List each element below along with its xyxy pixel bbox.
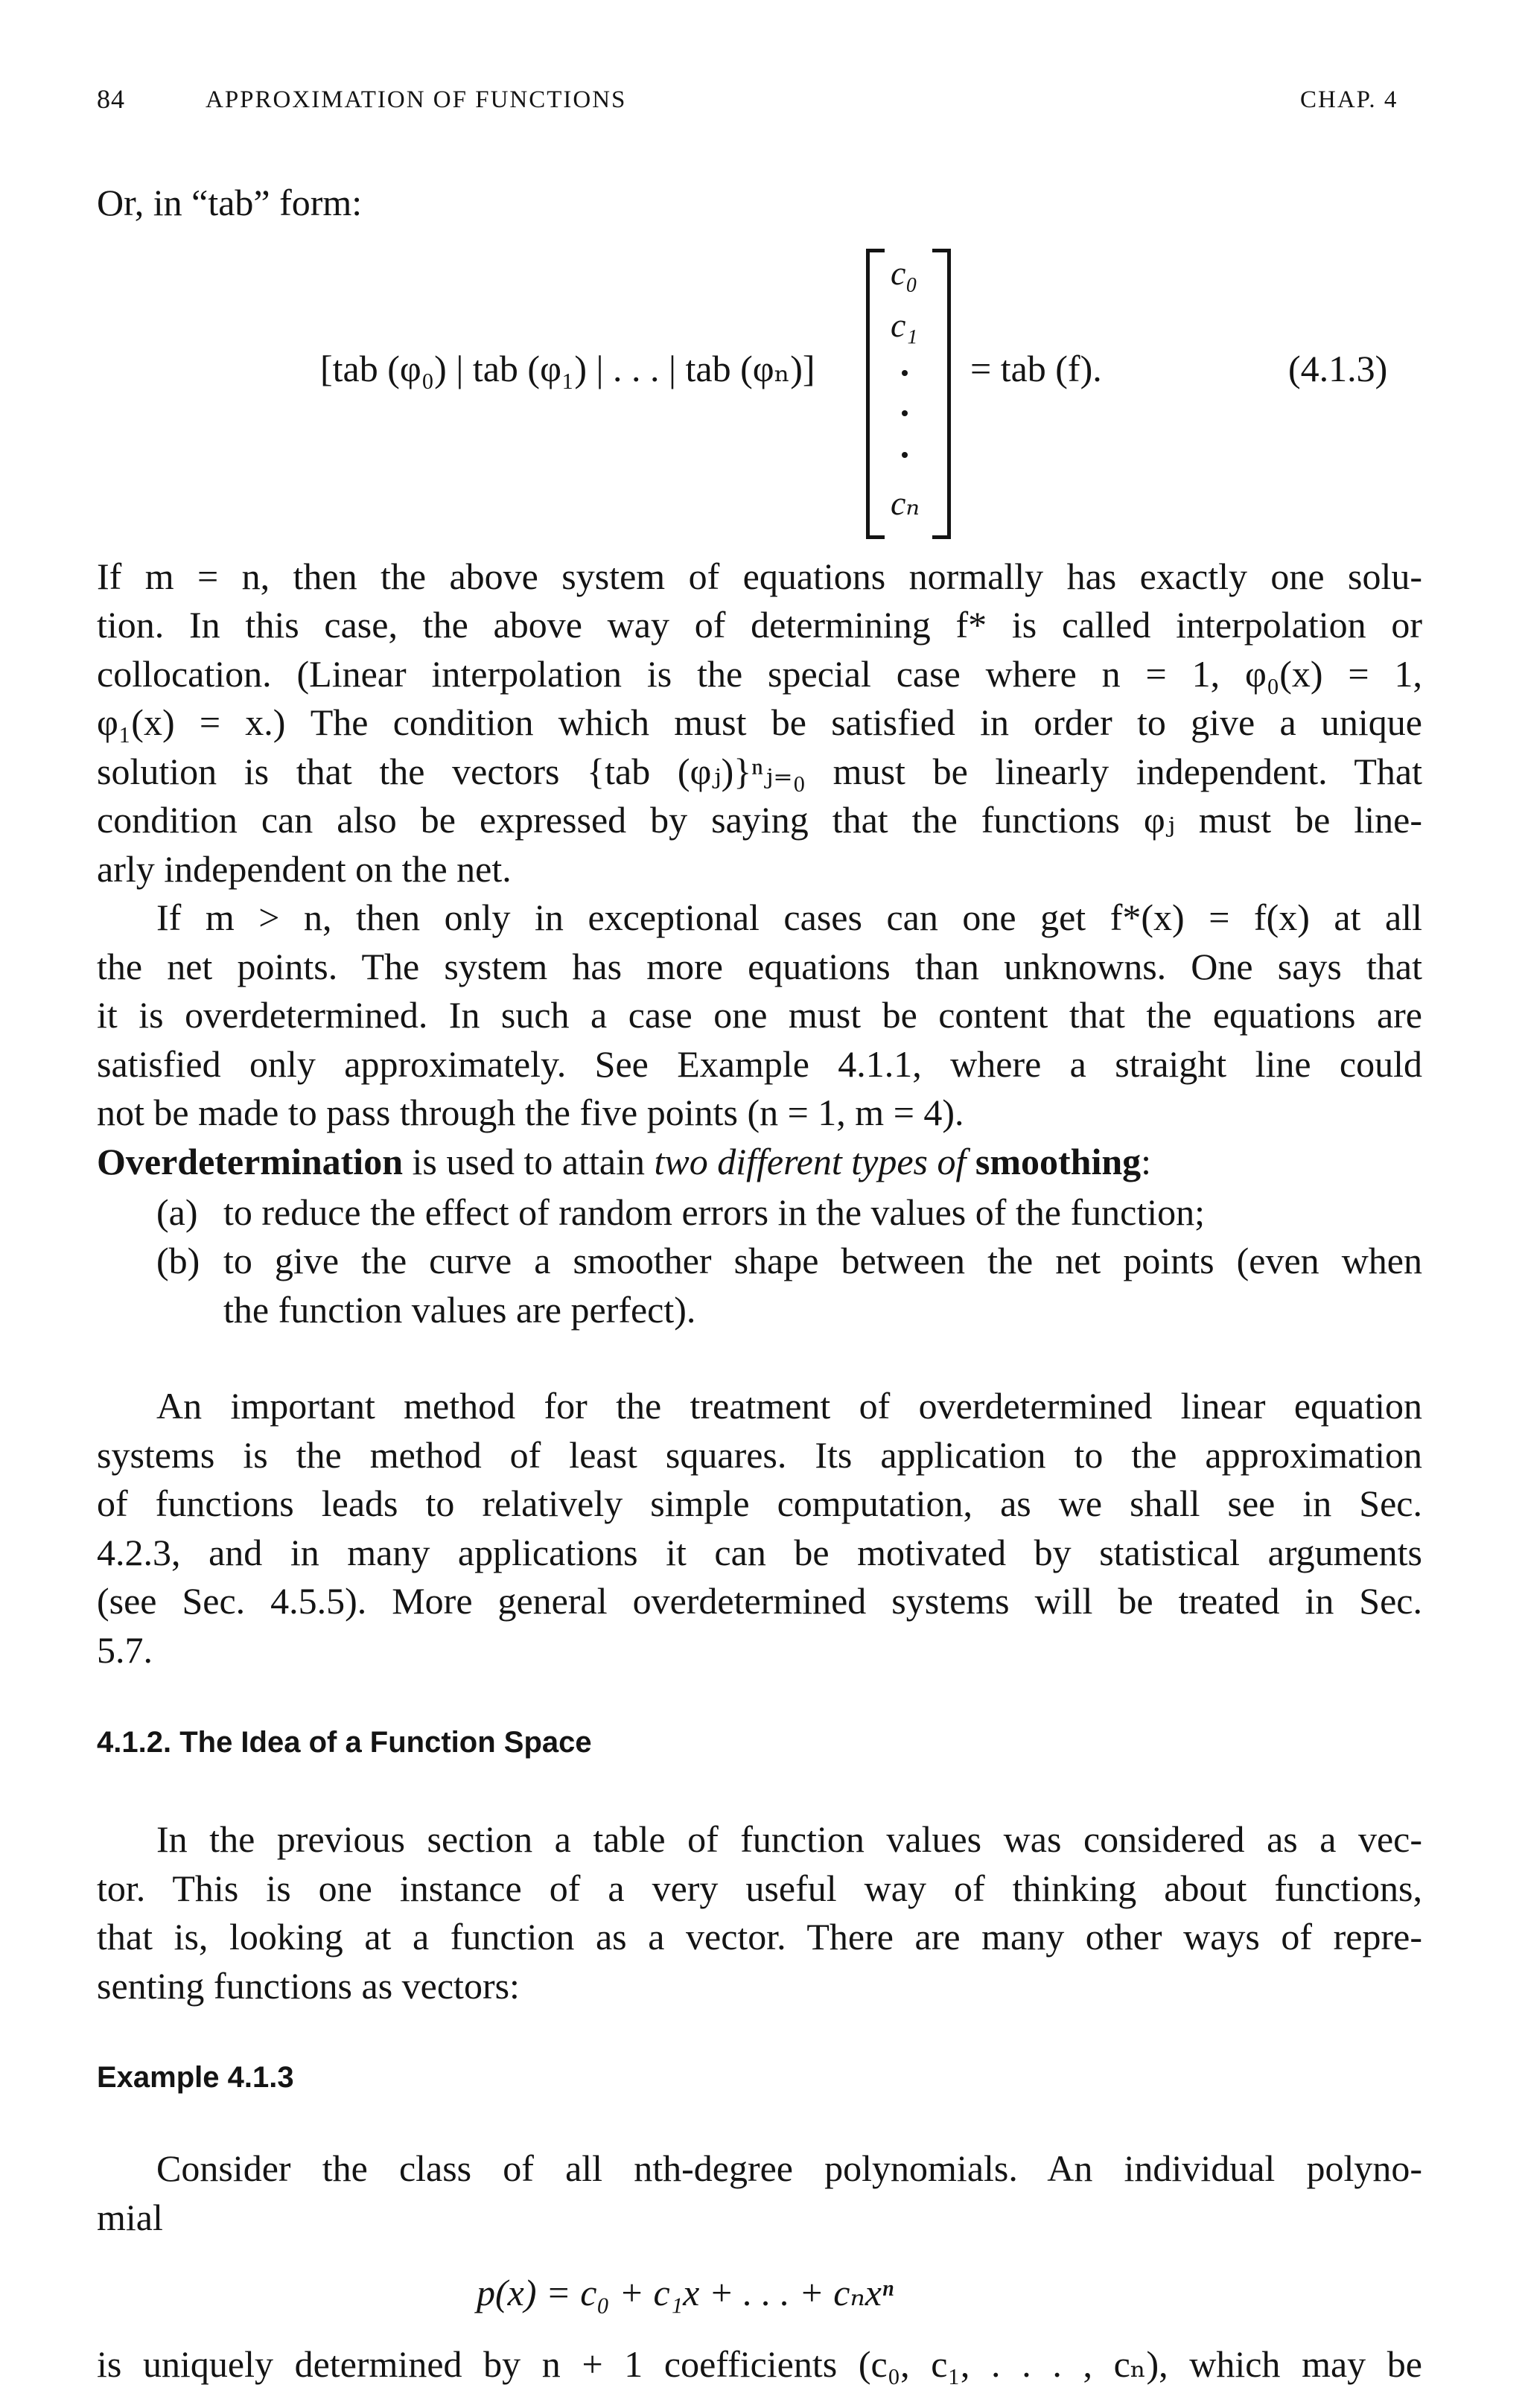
vector-dot: [902, 410, 908, 416]
emphasis-text: two different types of: [654, 1141, 967, 1182]
text-line: 4.2.3, and in many applications it can be motivated by statistical arguments: [97, 1532, 1422, 1573]
term-smoothing: smoothing: [975, 1141, 1142, 1182]
vector-cn: cₙ: [891, 484, 920, 522]
polynomial-formula: p(x) = c₀ + c₁x + . . . + cₙxⁿ: [477, 2272, 894, 2313]
text-line: arly independent on the net.: [97, 848, 512, 890]
list-item-b-continued: the function values are perfect).: [223, 1289, 696, 1331]
text-span: is used to attain: [403, 1141, 655, 1182]
section-title: The Idea of a Function Space: [179, 1726, 592, 1759]
text-line: is uniquely determined by n + 1 coefficients (c₀, c₁, . . . , cₙ), which may be: [97, 2343, 1422, 2385]
text-line: If m > n, then only in exceptional cases can one get f*(x) = f(x) at all: [156, 896, 1422, 938]
text-line: φ₁(x) = x.) The condition which must be satisfied in order to give a unique: [97, 701, 1422, 743]
text-line: condition can also be expressed by saying that the functions φⱼ must be line-: [97, 799, 1422, 841]
text-line: it is overdetermined. In such a case one must be content that the equations are: [97, 994, 1422, 1036]
text-line: 5.7.: [97, 1629, 153, 1671]
matrix-right-bracket: [932, 249, 951, 539]
term-overdetermination: Overdetermination: [97, 1141, 404, 1182]
vector-c1: c₁: [891, 306, 918, 344]
text-line: systems is the method of least squares. Its application to the approximation: [97, 1434, 1422, 1476]
text-line: (see Sec. 4.5.5). More general overdetermined systems will be treated in Sec.: [97, 1580, 1422, 1622]
equation-label: (4.1.3): [1288, 348, 1388, 389]
text-line: that is, looking at a function as a vector. There are many other ways of repre-: [97, 1916, 1422, 1958]
list-item-b: to give the curve a smoother shape between the net points (even when: [223, 1240, 1422, 1281]
text-line: mial: [97, 2197, 163, 2238]
page-number: 84: [97, 84, 125, 114]
section-number: 4.1.2.: [97, 1726, 172, 1759]
text-line: In the previous section a table of function values was considered as a vec-: [156, 1818, 1422, 1860]
section-heading: [97, 1726, 592, 1759]
running-title: APPROXIMATION OF FUNCTIONS: [206, 86, 627, 113]
text-line: tion. In this case, the above way of determining f* is called interpolation or: [97, 604, 1422, 646]
text-line: tor. This is one instance of a very useful way of thinking about functions,: [97, 1867, 1422, 1909]
vector-dot: [902, 370, 908, 376]
text-line: collocation. (Linear interpolation is the special case where n = 1, φ₀(x) = 1,: [97, 653, 1422, 695]
text-line: If m = n, then the above system of equations normally has exactly one solu-: [97, 555, 1422, 597]
text-line: senting functions as vectors:: [97, 1965, 520, 2007]
text-line: An important method for the treatment of overdetermined linear equation: [156, 1385, 1422, 1427]
text-line: solution is that the vectors {tab (φⱼ)}ⁿⱼ₌₀ must be linearly independent. That: [97, 751, 1422, 792]
intro-text: Or, in “tab” form:: [97, 182, 363, 223]
vector-c0: c₀: [891, 254, 918, 292]
list-marker-b: (b): [156, 1240, 200, 1281]
text-line: the net points. The system has more equations than unknowns. One says that: [97, 946, 1422, 987]
example-heading: Example 4.1.3: [97, 2061, 294, 2094]
equation-lhs: [tab (φ₀) | tab (φ₁) | . . . | tab (φₙ)]: [320, 348, 815, 389]
text-line: of functions leads to relatively simple computation, as we shall see in Sec.: [97, 1482, 1422, 1524]
list-item-a: to reduce the effect of random errors in the values of the function;: [223, 1191, 1206, 1233]
equation-rhs: = tab (f).: [970, 348, 1102, 389]
matrix-left-bracket: [866, 249, 885, 539]
vector-dot: [902, 452, 908, 458]
text-line: Consider the class of all nth-degree polynomials. An individual polyno-: [156, 2147, 1422, 2189]
text-line: satisfied only approximately. See Example 4.1.1, where a straight line could: [97, 1043, 1422, 1085]
chapter-label: CHAP. 4: [1300, 86, 1398, 113]
paragraph-smoothing: [97, 1138, 1422, 1187]
text-span: :: [1141, 1141, 1152, 1182]
list-marker-a: (a): [156, 1191, 198, 1233]
text-line: not be made to pass through the five points (n = 1, m = 4).: [97, 1092, 964, 1133]
